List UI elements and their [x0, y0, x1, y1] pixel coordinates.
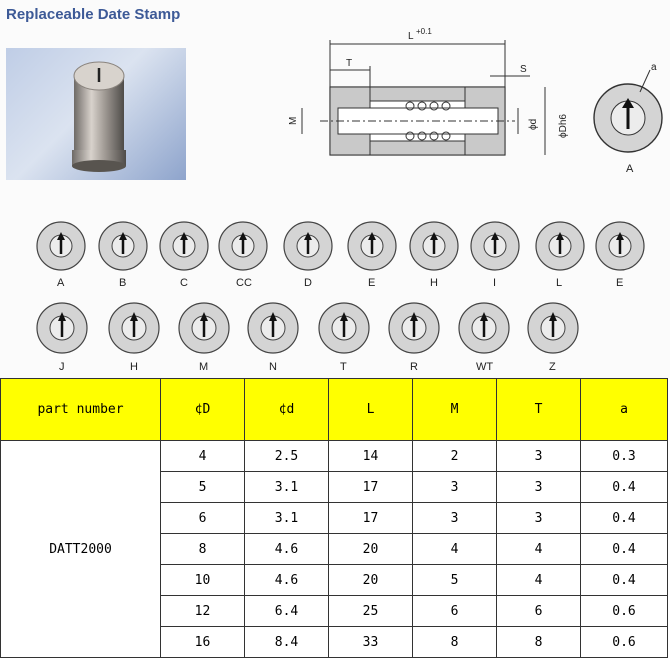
table-cell: 3: [497, 472, 581, 503]
header-length: L: [329, 379, 413, 441]
table-cell: 25: [329, 596, 413, 627]
dial-e-2: [596, 222, 644, 289]
dial-t: [319, 303, 369, 373]
table-cell: 8: [413, 627, 497, 658]
table-cell: 20: [329, 565, 413, 596]
part-number-cell: DATT2000: [1, 441, 161, 658]
table-cell: 4.6: [245, 534, 329, 565]
table-cell: 4.6: [245, 565, 329, 596]
table-cell: 8.4: [245, 627, 329, 658]
table-cell: 12: [161, 596, 245, 627]
table-cell: 0.4: [581, 503, 668, 534]
table-cell: 6: [413, 596, 497, 627]
table-cell: 8: [161, 534, 245, 565]
table-cell: 6: [161, 503, 245, 534]
table-row: [1, 441, 668, 472]
dimension-l-label: L: [408, 31, 414, 42]
table-cell: 8: [497, 627, 581, 658]
dial-row-2: [37, 303, 578, 373]
dial-label: H: [130, 361, 138, 373]
table-header-row: [1, 379, 668, 441]
dial-cc: [219, 222, 267, 289]
header-part-number: part number: [1, 379, 161, 441]
table-cell: 20: [329, 534, 413, 565]
table-cell: 6: [497, 596, 581, 627]
table-cell: 33: [329, 627, 413, 658]
dial-label: R: [410, 361, 418, 373]
dimension-a-label: a: [651, 62, 657, 73]
dimension-m-label: M: [288, 116, 299, 125]
table-cell: 17: [329, 472, 413, 503]
header-m: M: [413, 379, 497, 441]
table-cell: 2.5: [245, 441, 329, 472]
table-cell: 14: [329, 441, 413, 472]
table-cell: 0.3: [581, 441, 668, 472]
table-cell: 3: [497, 503, 581, 534]
dial-label: D: [304, 277, 312, 289]
dial-label: WT: [476, 361, 494, 373]
dial-label: M: [199, 361, 209, 373]
dial-wt: [459, 303, 509, 373]
dial-label: T: [340, 361, 347, 373]
dial-label: E: [368, 277, 376, 289]
table-cell: 3: [497, 441, 581, 472]
table-cell: 4: [413, 534, 497, 565]
table-cell: 3.1: [245, 503, 329, 534]
dial-h-2: [109, 303, 159, 373]
table-cell: 0.6: [581, 596, 668, 627]
dial-e: [348, 222, 396, 289]
dial-label: B: [119, 277, 127, 289]
dial-label: Z: [549, 361, 556, 373]
dial-label: L: [556, 277, 563, 289]
table-cell: 5: [413, 565, 497, 596]
dial-label: H: [430, 277, 438, 289]
dial-h: [410, 222, 458, 289]
dial-d: [284, 222, 332, 289]
dial-row-1: [37, 222, 644, 289]
header-outer-diameter: ¢D: [161, 379, 245, 441]
table-cell: 0.6: [581, 627, 668, 658]
dial-b: [99, 222, 147, 289]
table-cell: 4: [497, 534, 581, 565]
dial-label: C: [180, 277, 188, 289]
dimension-t-label: T: [346, 58, 353, 69]
end-view-label: A: [626, 163, 634, 175]
table-cell: 2: [413, 441, 497, 472]
dial-label: I: [493, 277, 497, 289]
table-cell: 4: [161, 441, 245, 472]
table-cell: 4: [497, 565, 581, 596]
dial-r: [389, 303, 439, 373]
dimension-l-tolerance: +0.1: [416, 27, 432, 36]
dial-c: [160, 222, 208, 289]
dial-l: [536, 222, 584, 289]
dial-label: E: [616, 277, 624, 289]
dial-j: [37, 303, 87, 373]
dimension-d-label: ϕd: [528, 118, 539, 130]
table-cell: 0.4: [581, 534, 668, 565]
table-cell: 16: [161, 627, 245, 658]
table-cell: 6.4: [245, 596, 329, 627]
header-t: T: [497, 379, 581, 441]
dial-label: N: [269, 361, 277, 373]
table-cell: 17: [329, 503, 413, 534]
header-inner-diameter: ¢d: [245, 379, 329, 441]
dial-n: [248, 303, 298, 373]
dial-z: [528, 303, 578, 373]
table-cell: 3: [413, 472, 497, 503]
dial-i: [471, 222, 519, 289]
table-cell: 5: [161, 472, 245, 503]
table-cell: 10: [161, 565, 245, 596]
table-cell: 0.4: [581, 565, 668, 596]
page-title: Replaceable Date Stamp: [6, 6, 181, 23]
table-cell: 0.4: [581, 472, 668, 503]
dial-a: [37, 222, 85, 289]
table-cell: 3.1: [245, 472, 329, 503]
spec-table: [0, 378, 668, 658]
dimension-s-label: S: [520, 64, 527, 75]
end-view-dial: [594, 84, 662, 152]
table-cell: 3: [413, 503, 497, 534]
header-a: a: [581, 379, 668, 441]
dimension-dh6-label: ϕDh6: [558, 114, 569, 138]
dial-m: [179, 303, 229, 373]
dial-label: A: [57, 277, 65, 289]
dial-label: CC: [236, 277, 252, 289]
dial-label: J: [59, 361, 65, 373]
